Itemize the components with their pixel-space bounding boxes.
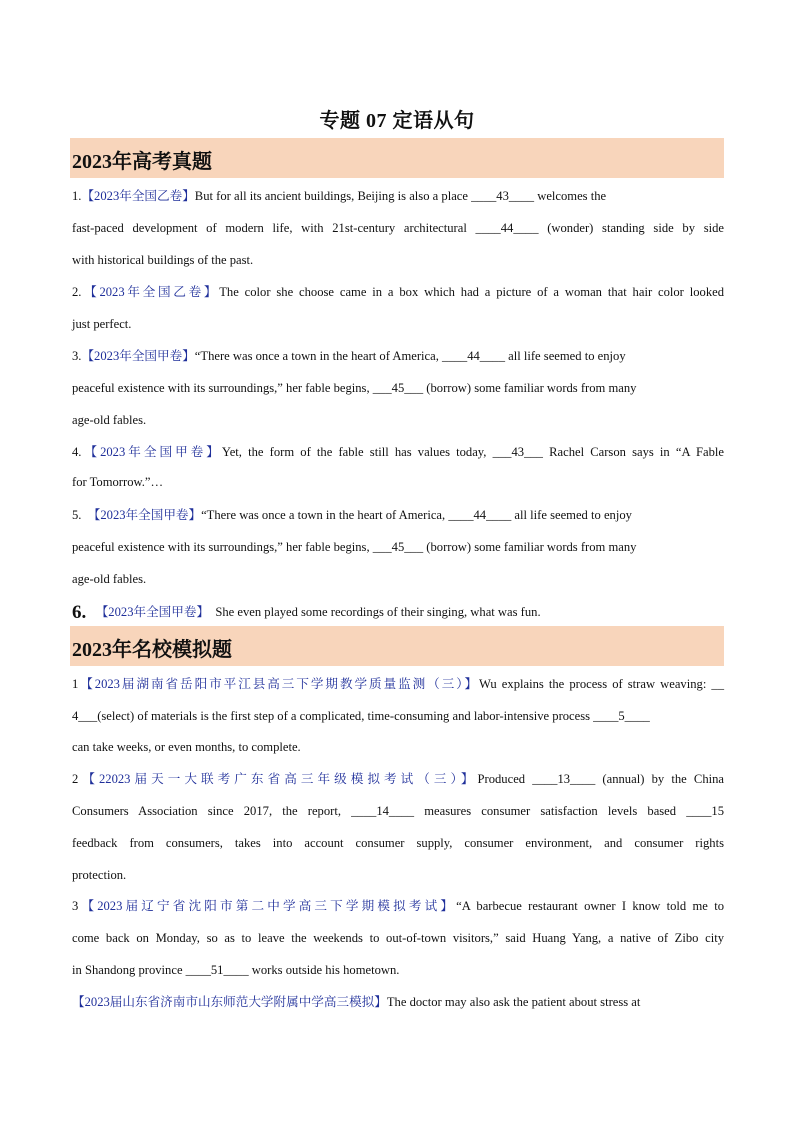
mock-question-1 [72, 668, 724, 700]
question-3-line-2: peaceful existence with its surroundings,” her fable begins, ___45___ (borrow) some familiar words from many [72, 381, 637, 395]
question-1 [72, 180, 724, 212]
mock-question-1-line-2: 4___(select) of materials is the first step of a complicated, time-consuming and labor-intensive process ____5____ [72, 709, 650, 723]
question-4-line-2: for Tomorrow.”… [72, 475, 164, 489]
mock-question-1-line-3: can take weeks, or even months, to complete. [72, 740, 301, 754]
question-number: 6. [72, 602, 87, 623]
question-number: 2. [72, 285, 82, 299]
question-text: She even played some recordings of their singing, what was fun. [215, 605, 541, 619]
source-tag: 【2023年全国乙卷】 [81, 285, 220, 299]
question-5-line-3: age-old fables. [72, 572, 147, 586]
mock-question-3 [72, 890, 724, 922]
section-heading-bar [70, 626, 724, 666]
question-5 [72, 499, 724, 531]
question-2-line-2: just perfect. [72, 317, 132, 331]
mock-question-2-line-3: feedback from consumers, takes into account consumer supply, consumer environment, and consumer rights [72, 836, 724, 850]
mock-question-4 [72, 986, 724, 1018]
question-text: “There was once a town in the heart of America, ____44____ all life seemed to enjoy [194, 349, 626, 363]
mock-question-3-line-3: in Shandong province ____51____ works outside his hometown. [72, 963, 400, 977]
question-text: Wu explains the process of straw weaving: __ [479, 677, 724, 691]
section-heading: 2023年名校模拟题 [72, 639, 232, 661]
source-tag: 【2023年全国甲卷】 [81, 445, 222, 459]
question-text: The doctor may also ask the patient about stress at [386, 995, 641, 1009]
mock-question-2-line-4: protection. [72, 868, 127, 882]
question-2 [72, 276, 724, 308]
source-tag: 【2023年全国甲卷】 [87, 508, 202, 522]
question-text: “There was once a town in the heart of America, ____44____ all life seemed to enjoy [201, 508, 632, 522]
question-text: Produced ____13____ (annual) by the China [477, 772, 725, 786]
question-3-line-3: age-old fables. [72, 413, 147, 427]
question-text: But for all its ancient buildings, Beijing is also a place ____43____ welcomes the [194, 189, 607, 203]
question-3 [72, 340, 724, 372]
question-number: 4. [72, 445, 82, 459]
question-text: The color she choose came in a box which had a picture of a woman that hair color looked [219, 285, 725, 299]
page-title: 专题 07 定语从句 [319, 110, 475, 132]
question-number: 2 [72, 772, 79, 786]
mock-question-2-line-2: Consumers Association since 2017, the report, ____14____ measures consumer satisfaction levels based ____15 [72, 804, 724, 818]
source-tag: 【2023届辽宁省沈阳市第二中学高三下学期模拟考试】 [78, 899, 457, 913]
source-tag: 【2023届湖南省岳阳市平江县高三下学期教学质量监测（三）】 [78, 677, 480, 691]
source-tag: 【22023届天一大联考广东省高三年级模拟考试（三）】 [78, 772, 478, 786]
mock-question-2 [72, 763, 724, 795]
question-number: 3. [72, 349, 82, 363]
question-text: “A barbecue restaurant owner I know told me to [456, 899, 724, 913]
question-4 [72, 436, 724, 468]
question-number: 5. [72, 508, 82, 522]
question-number: 3 [72, 899, 79, 913]
question-text: Yet, the form of the fable still has values today, ___43___ Rachel Carson says in “A Fable [221, 445, 724, 459]
section-heading: 2023年高考真题 [72, 151, 212, 173]
question-5-line-2: peaceful existence with its surroundings,” her fable begins, ___45___ (borrow) some familiar words from many [72, 540, 637, 554]
question-number: 1 [72, 677, 79, 691]
question-1-line-2: fast-paced development of modern life, with 21st-century architectural ____44____ (wonder) standing side by side [72, 221, 724, 235]
source-tag: 【2023年全国乙卷】 [81, 189, 195, 203]
question-number: 1. [72, 189, 82, 203]
question-6 [72, 596, 724, 629]
source-tag: 【2023年全国甲卷】 [81, 349, 195, 363]
section-heading-bar [70, 138, 724, 178]
source-tag: 【2023届山东省济南市山东师范大学附属中学高三模拟】 [72, 995, 387, 1009]
question-1-line-3: with historical buildings of the past. [72, 253, 254, 267]
mock-question-3-line-2: come back on Monday, so as to leave the weekends to out-of-town visitors,” said Huang Yang, a native of Zibo city [72, 931, 724, 945]
source-tag: 【2023年全国甲卷】 [95, 605, 210, 619]
